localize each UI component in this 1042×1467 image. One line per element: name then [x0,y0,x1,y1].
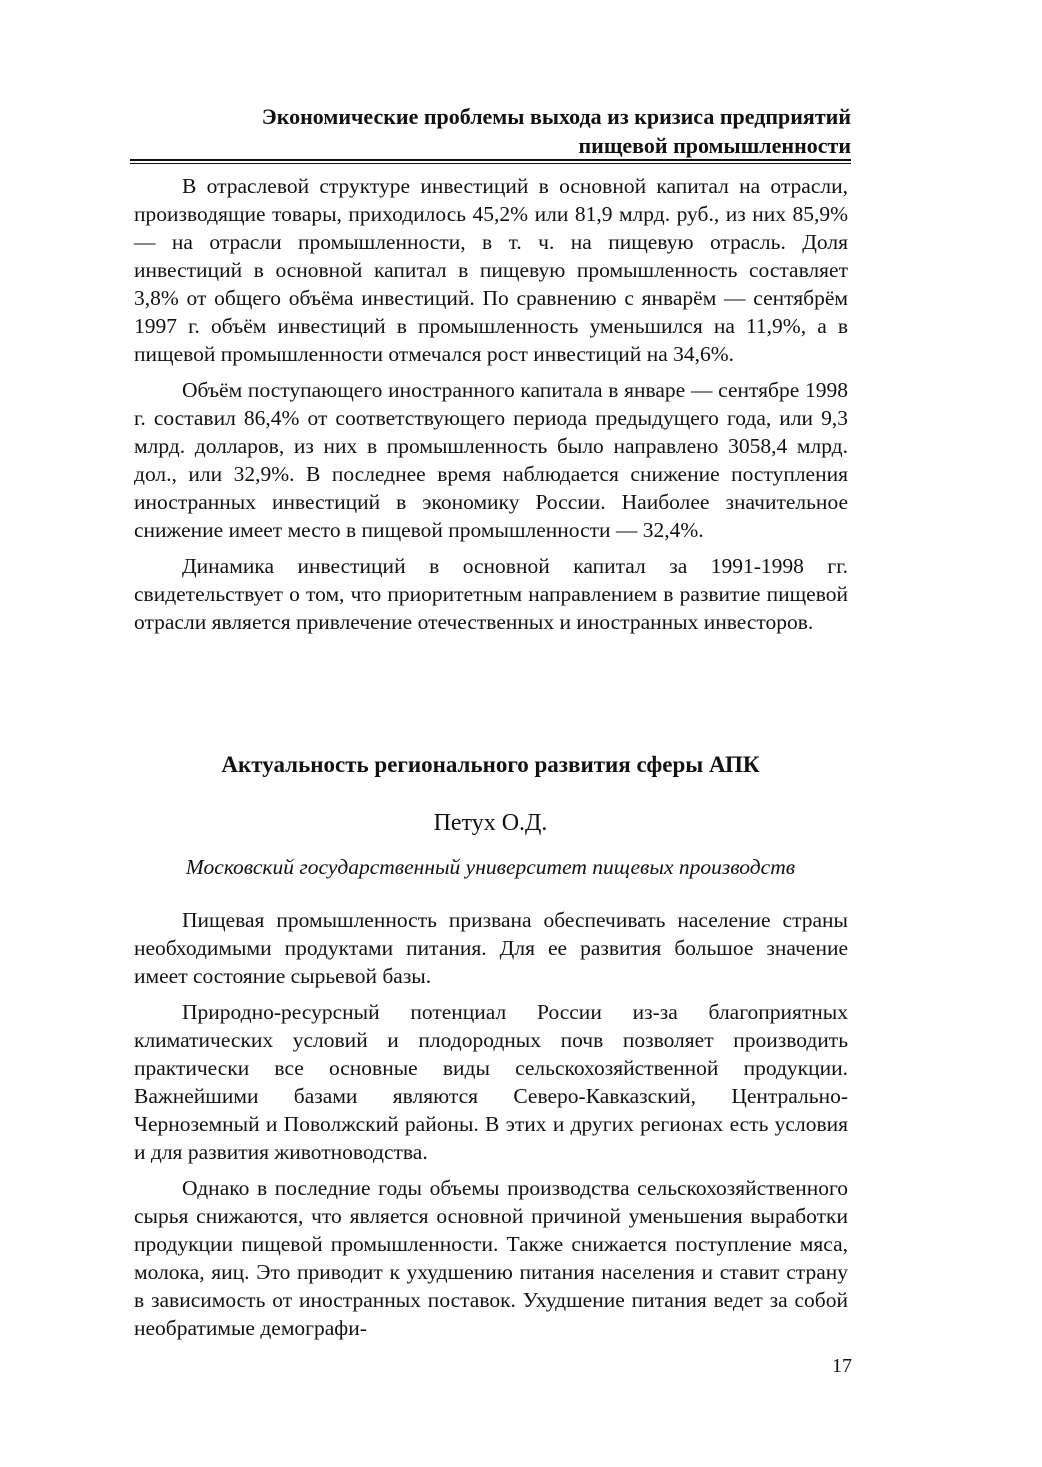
author-affiliation: Московский государственный университет пищевых производств [185,855,796,879]
paragraph: Однако в последние годы объемы производства сельскохозяйственного сырья снижаются, что является основной причиной уменьшения выработки продукции пищевой промышленности. Также снижается поступление мяса, молока, яиц. Это приводит к ухудшению питания населения и ставит страну в зависимость от иностранных поставок. Ухудшение питания ведет за собой необратимые демографи- [134,1176,848,1340]
article-author: Петух О.Д. [433,810,548,836]
header-rule-thin [130,163,851,164]
header-rule [130,159,851,161]
running-header-line-2: пищевой промышленности [578,133,851,158]
paragraph: В отраслевой структуре инвестиций в основной капитал на отрасли, производящие товары, приходилось 45,2% или 81,9 млрд. руб., из них 85,9% — на отрасли промышленности, в т. ч. на пищевую отрасль. Доля инвестиций в основной капитал в пищевую промышленность составляет 3,8% от общего объёма инвестиций. По сравнению с январём — сентябрём 1997 г. объём инвестиций в промышленность уменьшился на 11,9%, а в пищевой промышленности отмечался рост инвестиций на 34,6%. [134,174,848,366]
running-header-line-1: Экономические проблемы выхода из кризиса предприятий [261,104,851,129]
paragraph: Природно-ресурсный потенциал России из-за благоприятных климатических условий и плодородных почв позволяет производить практически все основные виды сельскохозяйственной продукции. Важнейшими базами являются Северо-Кавказский, Центрально-Черноземный и Поволжский районы. В этих и других регионах есть условия и для развития животноводства. [134,1000,848,1164]
section-investments-text [134,172,848,644]
paragraph: Пищевая промышленность призвана обеспечивать население страны необходимыми продуктами питания. Для ее развития большое значение имеет состояние сырьевой базы. [134,908,848,988]
page-number: 17 [832,1355,852,1377]
article-body [134,906,848,1350]
paragraph: Объём поступающего иностранного капитала в январе — сентябре 1998 г. составил 86,4% от соответствующего периода предыдущего года, или 9,3 млрд. долларов, из них в промышленность было направлено 3058,4 млрд. дол., или 32,9%. В последнее время наблюдается снижение поступления иностранных инвестиций в экономику России. Наиболее значительное снижение имеет место в пищевой промышленности — 32,4%. [134,378,848,542]
paragraph: Динамика инвестиций в основной капитал за 1991-1998 гг. свидетельствует о том, что приоритетным направлением в развитие пищевой отрасли является привлечение отечественных и иностранных инвесторов. [134,554,848,634]
article-title: Актуальность регионального развития сферы АПК [221,752,760,777]
running-header [130,102,851,160]
